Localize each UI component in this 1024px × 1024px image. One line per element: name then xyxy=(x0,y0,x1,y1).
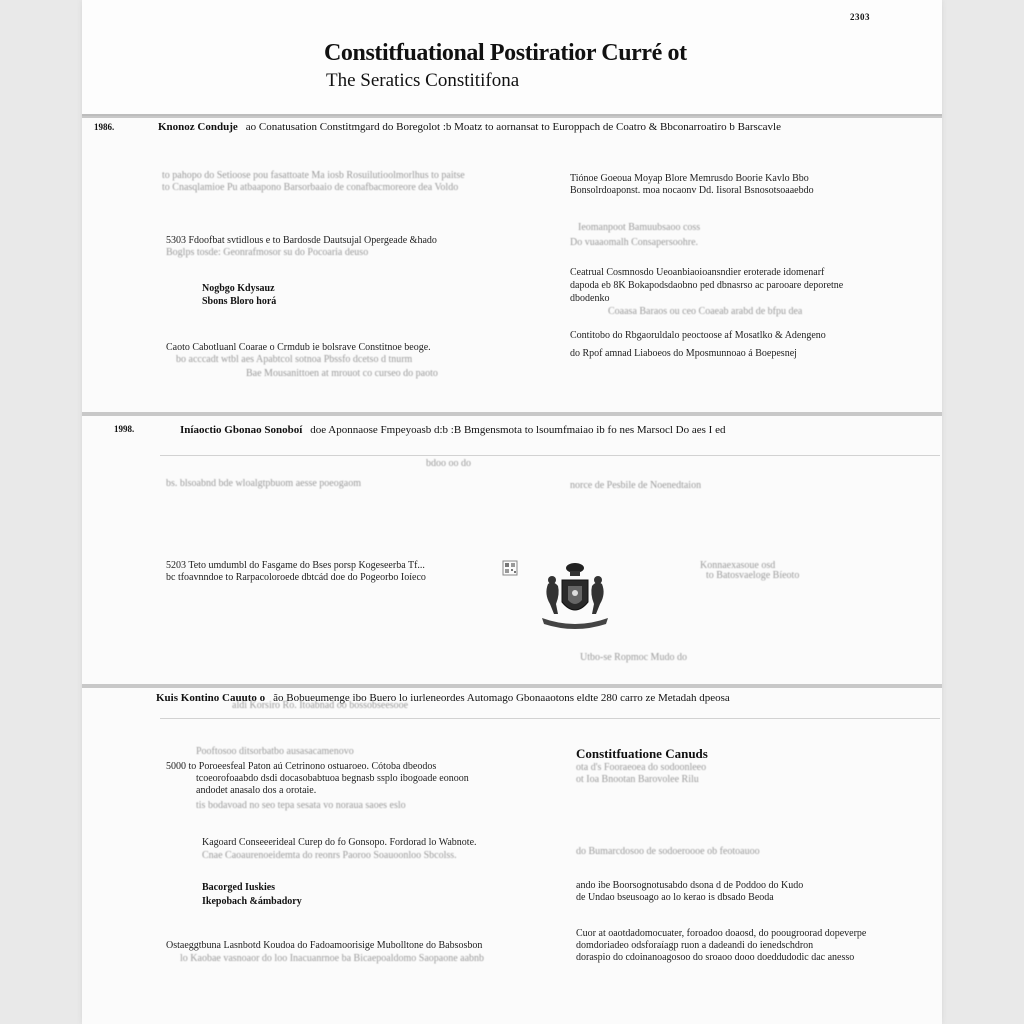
coat-of-arms-seal-icon xyxy=(538,560,612,634)
section-2-left-line: Utbo-se Ropmoc Mudo do xyxy=(580,652,687,663)
section-3-right-line: do Bumarcdosoo de sodoeroooe ob feotoauoo xyxy=(576,846,760,857)
section-1-left-line: 5303 Fdoofbat svtidlous e to Bardosde Dautsujal Opergeade &hado xyxy=(166,235,437,246)
section-1-heading-text: ao Conatusation Constitmgard do Boregolot :b Moatz to aornansat to Europpach de Coatro & Bbconarroatiro b Barscavle xyxy=(245,121,781,133)
section-1-number: 1986. xyxy=(94,122,115,132)
section-3-left-line: Kagoard Conseeerideal Curep do fo Gonsopo. Fordorad lo Wabnote. xyxy=(202,837,477,848)
section-1-right-line: dapoda eb 8K Bokapodsdaobno ped dbnasrso ac parooare deporetne xyxy=(570,280,844,291)
section-2-right-line: Konnaexasoue osd xyxy=(700,560,776,571)
section-3-heading-text: ão Bobueumenge ibo Buero lo iurleneordes Automago Gbonaaotons eldte 280 carro ze Metadah dpeosa xyxy=(273,692,730,704)
section-3-left-line: Cnae Caoaurenoeidemta do reonrs Paoroo Soauoonloo Sbcolss. xyxy=(202,850,457,861)
section-1-heading xyxy=(158,121,781,133)
section-3-right-line: ota d's Fooraeoea do sodoonleeo xyxy=(576,762,707,773)
section-1-right-line: Ceatrual Cosmnosdo Ueoanbiaoioansndier eroterade idomenarf xyxy=(570,267,825,278)
section-1-left-line: Bae Mousanittoen at mrouot co curseo do paoto xyxy=(246,368,438,379)
section-1-right-line: dbodenko xyxy=(570,293,610,304)
section-2-left-line: bs. blsoabnd bde wloalgtpbuom aesse poeogaom xyxy=(166,478,361,489)
section-3-right-line: Cuor at oaotdadomocuater, foroadoo doaosd, do poougroorad dopeverpe xyxy=(576,928,867,939)
section-2-heading-bold: Iníaoctio Gbonao Sonoboí xyxy=(180,424,303,436)
section-2-left-line: bc tfoavnndoe to Rarpacoloroede dbtcád doe do Pogeorbo Ioíeco xyxy=(166,572,426,583)
section-1-left-line: to pahopo do Setioose pou fasattoate Ma iosb Rosuilutioolmorlhus to paitse xyxy=(162,170,465,181)
document-header xyxy=(82,0,942,116)
section-3-left-line: andodet anasalo dos a orotaie. xyxy=(196,785,317,796)
section-1-left-line: Caoto Cabotluanl Coarae o Crmdub ie bolsrave Constitnoe beoge. xyxy=(166,342,431,353)
section-1-right-line: Tiónoe Goeoua Moyap Blore Memrusdo Boorie Kavlo Bbo xyxy=(570,173,809,184)
section-1-left-line: bo acccadt wtbl aes Apabtcol sotnoa Pbssfo dcetso d tnurm xyxy=(176,354,413,365)
section-3-left-line: Bacorged Iuskies xyxy=(202,882,276,893)
section-2-number: 1998. xyxy=(114,424,135,434)
section-1-left-line: Nogbgo Kdysauz xyxy=(202,283,275,294)
section-3-right-line: ando ibe Boorsognotusabdo dsona d de Poddoo do Kudo xyxy=(576,880,804,891)
document-title: Constitfuational Postiratior Curré ot xyxy=(324,40,687,66)
section-2-left-line: 5203 Teto umdumbl do Fasgame do Bses porsp Kogeseerba Tf... xyxy=(166,560,425,571)
section-3-left-line: 5000 to Poroeesfeal Paton aú Cetrinono ostuaroeo. Cótoba dbeodos xyxy=(166,761,437,772)
section-2-right-line: norce de Pesbile de Noenedtaion xyxy=(570,480,702,491)
section-1-left-line: Sbons Bloro horá xyxy=(202,296,277,307)
section-3-right-line: de Undao bseusoago ao lo kerao is dbsado Beoda xyxy=(576,892,774,903)
document-subtitle: The Seratics Constitifona xyxy=(326,70,520,91)
section-2-rule xyxy=(160,455,940,456)
section-1-right-line: Contitobo do Rbgaoruldalo peoctoose af Mosatlko & Adengeno xyxy=(570,330,826,341)
section-1-right-line: Ieomanpoot Bamuubsaoo coss xyxy=(578,222,701,233)
section-3-left-line: tis bodavoad no seo tepa sesata vo noraua saoes eslo xyxy=(196,800,406,811)
section-3-left-line: aldi Korsiro Ro. Itoabnad oo bossobseesooe xyxy=(232,700,409,711)
section-2-right-line: to Batosvaeloge Bíeoto xyxy=(706,570,800,581)
section-1-right-line: Bonsolrdoaponst. moa nocaonv Dd. Iisoral Bsnosotsoaaebdo xyxy=(570,185,814,196)
section-2-heading-text: doe Aponnaose Fmpeyoasb d:b :B Bmgensmota to lsoumfmaiao ib fo nes Marsocl Do aes I ed xyxy=(310,424,726,436)
section-1-left-line: to Cnasqlamioe Pu atbaapono Barsorbaaio de conafbacmoreore dea Voldo xyxy=(162,182,459,193)
section-1-right-line: Do vuaaomalh Consapersoohre. xyxy=(570,237,699,248)
section-3-left-line: Pooftosoo ditsorbatbo ausasacamenovo xyxy=(196,746,354,757)
section-3-left-line: tcoeorofoaabdo dsdi docasobabtuoa begnasb ssplo ibogoade eonoon xyxy=(196,773,469,784)
section-3-right-line: domdoriadeo odsforaíagp ruon a dadeandi do ienedschdron xyxy=(576,940,814,951)
section-3-left-line: lo Kaobae vasnoaor do loo Inacuanrnoe ba Bicaepoaldomo Saopaone aabnb xyxy=(180,953,485,964)
section-3-rule xyxy=(160,718,940,719)
section-3-left-line: Ostaeggtbuna Lasnbotd Koudoa do Fadoamoorisige Mubolltone do Babsosbon xyxy=(166,940,483,951)
section-2-heading xyxy=(180,424,725,436)
qr-stamp-icon xyxy=(502,560,518,576)
section-3-right-line: ot Ioa Bnootan Barovolee Rilu xyxy=(576,774,699,785)
section-3-left-line: Ikepobach &ámbadory xyxy=(202,896,302,907)
section-1-heading-bold: Knonoz Conduje xyxy=(158,121,238,133)
page-number: 2303 xyxy=(850,12,870,22)
section-3-heading-bold: Kuis Kontino Cauuto o xyxy=(156,692,266,704)
section-1-right-line: Coaasa Baraos ou ceo Coaeab arabd de bfpu dea xyxy=(608,306,803,317)
section-1 xyxy=(82,116,942,414)
section-1-right-line: do Rpof amnad Liaboeos do Mposmunnoao á Boepesnej xyxy=(570,348,797,359)
section-3-right-line: doraspio do cdoinanoagosoo do sroaoo dooo doeddudodic dac anesso xyxy=(576,952,855,963)
section-2-left-line: bdoo oo do xyxy=(426,458,471,469)
section-1-left-line: Boglps tosde: Geonrafmosor su do Pocoaria deuso xyxy=(166,247,369,258)
section-3-right-heading: Constitfuatione Canuds xyxy=(576,746,708,761)
